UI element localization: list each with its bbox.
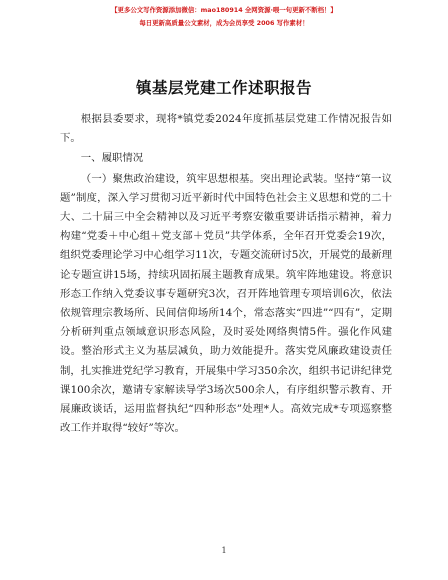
document-title: 镇基层党建工作述职报告 (135, 79, 312, 97)
page-number: 1 (221, 546, 227, 555)
promo-banner (0, 6, 448, 28)
body-paragraph: （一）聚焦政治建设，筑牢思想根基。突出理论武装。坚持“第一议题”制度，深入学习贯彻习近平新时代中国特色社会主义思想和党的二十大、二十届三中全会精神以及习近平考察安徽重要讲话指示精神，着力构建“党委＋中心组＋党支部＋党员”共学体系，全年召开党委会19次，组织党委理论学习中心组学习11次，专题交流研讨5次，开展党的最新理论专题宣讲15场，持续巩固拓展主题教育成果。筑牢阵地建设。将意识形态工作纳入党委议事专题研究3次，召开阵地管理专项培训6次，依法依规管理宗教场所、民间信仰场所14个，常态落实“四进”“四有”，定期分析研判重点领域意识形态风险，及时妥处网络舆情5件。强化作风建设。整治形式主义为基层减负，助力效能提升。落实党风廉政建设责任制，扎实推进党纪学习教育，开展集中学习350余次，组织书记讲纪律党课100余次，邀请专家解读导学3场次500余人，有序组织警示教育、开展廉政谈话，运用监督执纪“四种形态”处理*人。高效完成*专项巡察整改工作并取得“较好”等次。 (60, 172, 392, 435)
promo-banner-line-1: 【更多公文写作资源添加微信：mao180914 全网资源·喂一句更新不断档！】 (111, 6, 337, 14)
document-body (60, 110, 392, 438)
section-heading: 一、履职情况 (80, 152, 144, 165)
intro-paragraph: 根据县委要求，现将*镇党委2024年度抓基层党建工作情况报告如下。 (60, 113, 392, 145)
promo-banner-line-2: 每日更新高质量公文素材，成为会员享受 2006 写作素材！ (139, 19, 309, 27)
